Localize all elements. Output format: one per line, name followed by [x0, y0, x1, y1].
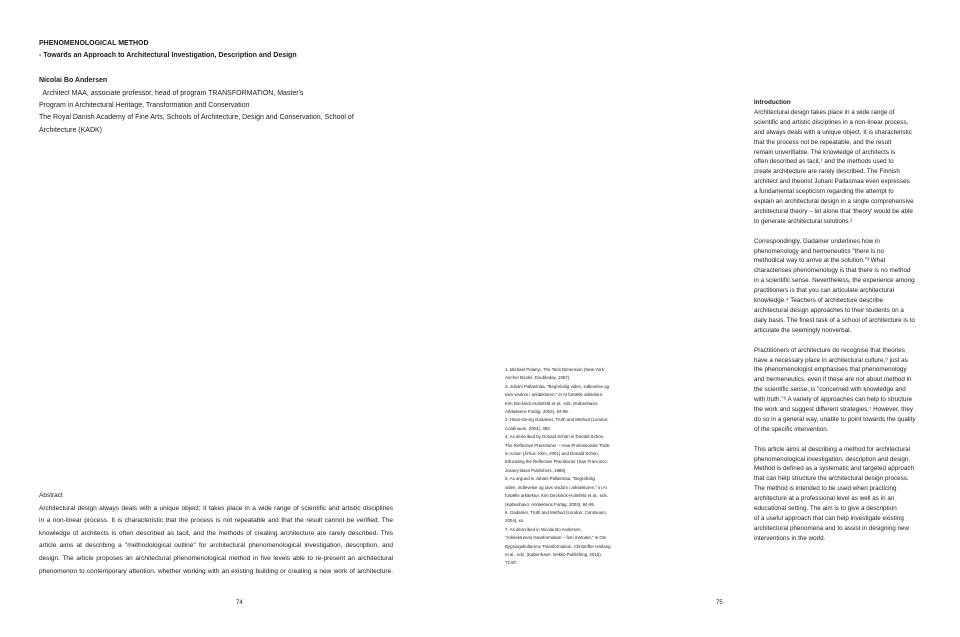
footnote-line: The Reflective Practitioner – How Professionals Think	[505, 442, 610, 448]
footnote-line: fortælle arkitektur, Kim Dirckinck-Holmfeld et al., eds.	[505, 493, 608, 499]
introduction-line: practitioners is that you can articulate architectural	[754, 287, 894, 295]
footnote-line: 72-87.	[505, 560, 518, 566]
footnote-line: Anchor Books, Doubleday, 1967).	[505, 375, 571, 381]
introduction-line: characterises phenomenology is that there is no method	[754, 267, 911, 275]
introduction-line: This article aims at describing a method for architectural	[754, 445, 911, 453]
introduction-paragraph	[754, 346, 954, 435]
introduction-line: Architectural design takes place in a wide range of	[754, 108, 895, 116]
abstract-line: phenomenon to contemporary attention, whether working with an existing building or creating a new work of architecture.	[39, 567, 393, 575]
introduction-section	[754, 98, 954, 554]
footnote-line: Bygningskulturens Transformation, Christoffer Harlang	[505, 543, 611, 549]
introduction-paragraph	[754, 237, 954, 336]
footnote-line: 3. Hans-Georg Gadamer, Truth and Method (London:	[505, 417, 609, 423]
introduction-line: architectural theory – let alone that 'theory' would be able	[754, 207, 913, 215]
footnote-line: 7. As described in Nicolai Bo Andersen,	[505, 526, 582, 532]
footnote-line: "Arkitekturens transformation – fem metoder," in Om	[505, 535, 607, 541]
abstract-section	[39, 490, 393, 578]
introduction-line: create architecture are rarely described. The Finnish	[754, 168, 900, 176]
introduction-line: explain an architectural design in a single comprehensive	[754, 198, 914, 206]
introduction-line: knowledge.⁴ Teachers of architecture describe	[754, 297, 883, 305]
introduction-line: interventions in the world.	[754, 534, 826, 542]
introduction-line: and always deals with a unique object. It is characteristic	[754, 128, 912, 136]
introduction-line: remain unverifiable. The knowledge of architects is	[754, 148, 896, 156]
footnote-line: 4. As described by Donald Schön in Donald Schön,	[505, 434, 605, 440]
introduction-line: daily basis. The finest task of a school of architecture is to	[754, 316, 915, 324]
footnote-line: Jossey-Bass Publishers, 1989).	[505, 467, 567, 473]
abstract-line: design. The article proposes an architectural phenomenological method in five levels able to re-present an architectural	[39, 554, 393, 562]
introduction-line: scientific and artistic disciplines in a non-linear process,	[754, 118, 909, 126]
page-number-left: 74	[236, 600, 243, 606]
footnote-line: 5. As argued in Juhani Pallasmaa, "Begrebslig	[505, 476, 595, 482]
introduction-line: of the specific intervention.	[754, 425, 829, 433]
footnote-line: (København: Arkitektens Forlag, 2003), 84-99.	[505, 501, 596, 507]
abstract-line: in a non-linear process. It is characteristic that the process is not repeatable and that the result cannot be verified. The	[39, 517, 393, 525]
introduction-line: educational setting. The aim is to give a description	[754, 505, 897, 513]
abstract-heading: Abstract	[39, 492, 63, 499]
footnote-line: Continuum, 2004), 359.	[505, 425, 551, 431]
footnote-line: Kim Dirckinck-Holmfeld et al., eds. (København:	[505, 400, 599, 406]
introduction-line: phenomenological investigation, description and design.	[754, 455, 911, 463]
introduction-line: architectural phenomena and to assist in designing new	[754, 524, 910, 532]
introduction-paragraph	[754, 445, 954, 544]
introduction-line: the phenomenologist emphasises that phenomenology	[754, 366, 907, 374]
introduction-line: of a useful approach that can help investigate existing	[754, 515, 904, 523]
introduction-line: Practitioners of architecture do recognise that theories	[754, 346, 905, 354]
introduction-line: The method is intended to be used when practicing	[754, 485, 897, 493]
author-line-2: Program in Architectural Heritage, Transformation and Conservation	[39, 102, 250, 110]
introduction-line: architectural design approaches to their students on a	[754, 307, 904, 315]
affiliation-line-2: Architecture (KADK)	[39, 126, 103, 134]
footnote-line: Arkitektens Forlag, 2003), 84-99.	[505, 409, 569, 415]
abstract-body	[39, 503, 393, 579]
footnote-line: viden, indlevelse og tavs visdom i arkitekturen," in At	[505, 484, 607, 490]
abstract-line: article aims at describing a "methodological outline" for architectural phenomenological investigation, description, and	[39, 542, 393, 550]
introduction-line: phenomenology and hermeneutics "there is no	[754, 247, 885, 255]
introduction-line: architecture at a professional level as well as in an	[754, 495, 895, 503]
footnote-line: in Action (Århus: Klim, 2001) and Donald Schön,	[505, 451, 599, 457]
introduction-line: methodical way to arrive at the solution."³ What	[754, 257, 886, 265]
introduction-line: have a necessary place in architectural culture,⁵ just as	[754, 356, 908, 364]
article-subtitle: - Towards an Approach to Architectural Investigation, Description and Design	[39, 52, 297, 60]
footnote-line: 1. Michael Polanyi, The Tacit Dimension (New York:	[505, 367, 606, 372]
introduction-line: the work and suggest different strategies.⁷ However, they	[754, 406, 913, 414]
introduction-line: Correspondingly, Gadamer underlines how in	[754, 237, 880, 245]
introduction-line: articulate the seemingly nonverbal.	[754, 326, 852, 334]
introduction-paragraph	[754, 108, 954, 227]
introduction-line: architect and theorist Juhani Pallasmaa even expresses	[754, 178, 910, 186]
article-title: PHENOMENOLOGICAL METHOD	[39, 40, 149, 47]
footnote-line: 2. Juhani Pallasmaa, "Begrebslig viden, indlevelse og	[505, 383, 610, 389]
footnote-line: 2004), xx.	[505, 518, 525, 524]
abstract-line: knowledge of architects is often described as tacit, and the methods of creating architecture are rarely described. This	[39, 529, 393, 537]
introduction-heading: Introduction	[754, 99, 791, 106]
footnotes	[505, 366, 635, 568]
introduction-line: in a scientific sense. Nevertheless, the experience among	[754, 277, 915, 285]
abstract-line: Architectural design always deals with a unique object; it takes place in a wide range of scientific and artistic disciplines	[39, 504, 393, 512]
introduction-line: often described as tacit,¹ and the methods used to	[754, 158, 894, 166]
author-line-1	[39, 75, 369, 100]
affiliation-line-1: The Royal Danish Academy of Fine Arts, Schools of Architecture, Design and Conservation, School of	[39, 114, 354, 122]
introduction-line: Method is defined as a systematic and targeted approach	[754, 465, 914, 473]
introduction-body	[754, 108, 954, 544]
introduction-line: that the process not be repeatable, and the result	[754, 138, 892, 146]
footnote-line: 6. Gadamer, Truth and Method (London: Continuum,	[505, 509, 608, 515]
footnote-line: tavs visdom i arkitekturen," in At fortælle arkitektur,	[505, 392, 604, 398]
introduction-line: do so in a general way, unable to point towards the quality	[754, 415, 916, 423]
author-name: Nicolai Bo Andersen	[39, 77, 108, 85]
author-credentials: Architect MAA, associate professor, head of program TRANSFORMATION, Master's	[39, 89, 304, 97]
introduction-line: and hermeneutics, even if these are not about method in	[754, 376, 912, 384]
introduction-line: that can help structure the architectural design process.	[754, 475, 909, 483]
page-number-right: 75	[716, 600, 723, 606]
introduction-line: a fundamental scepticism regarding the attempt to	[754, 188, 894, 196]
introduction-line: to generate architectural solutions.²	[754, 217, 853, 225]
introduction-line: the scientific sense, is "concerned with knowledge and	[754, 386, 906, 394]
footnote-line: Educating the Reflective Practitioner (San Francisco:	[505, 459, 608, 465]
footnote-line: et al., eds. (København: Gekko Publishing, 2015),	[505, 551, 602, 557]
introduction-line: with truth."⁶ A variety of approaches can help to structure	[754, 396, 913, 404]
article-header	[39, 38, 369, 137]
